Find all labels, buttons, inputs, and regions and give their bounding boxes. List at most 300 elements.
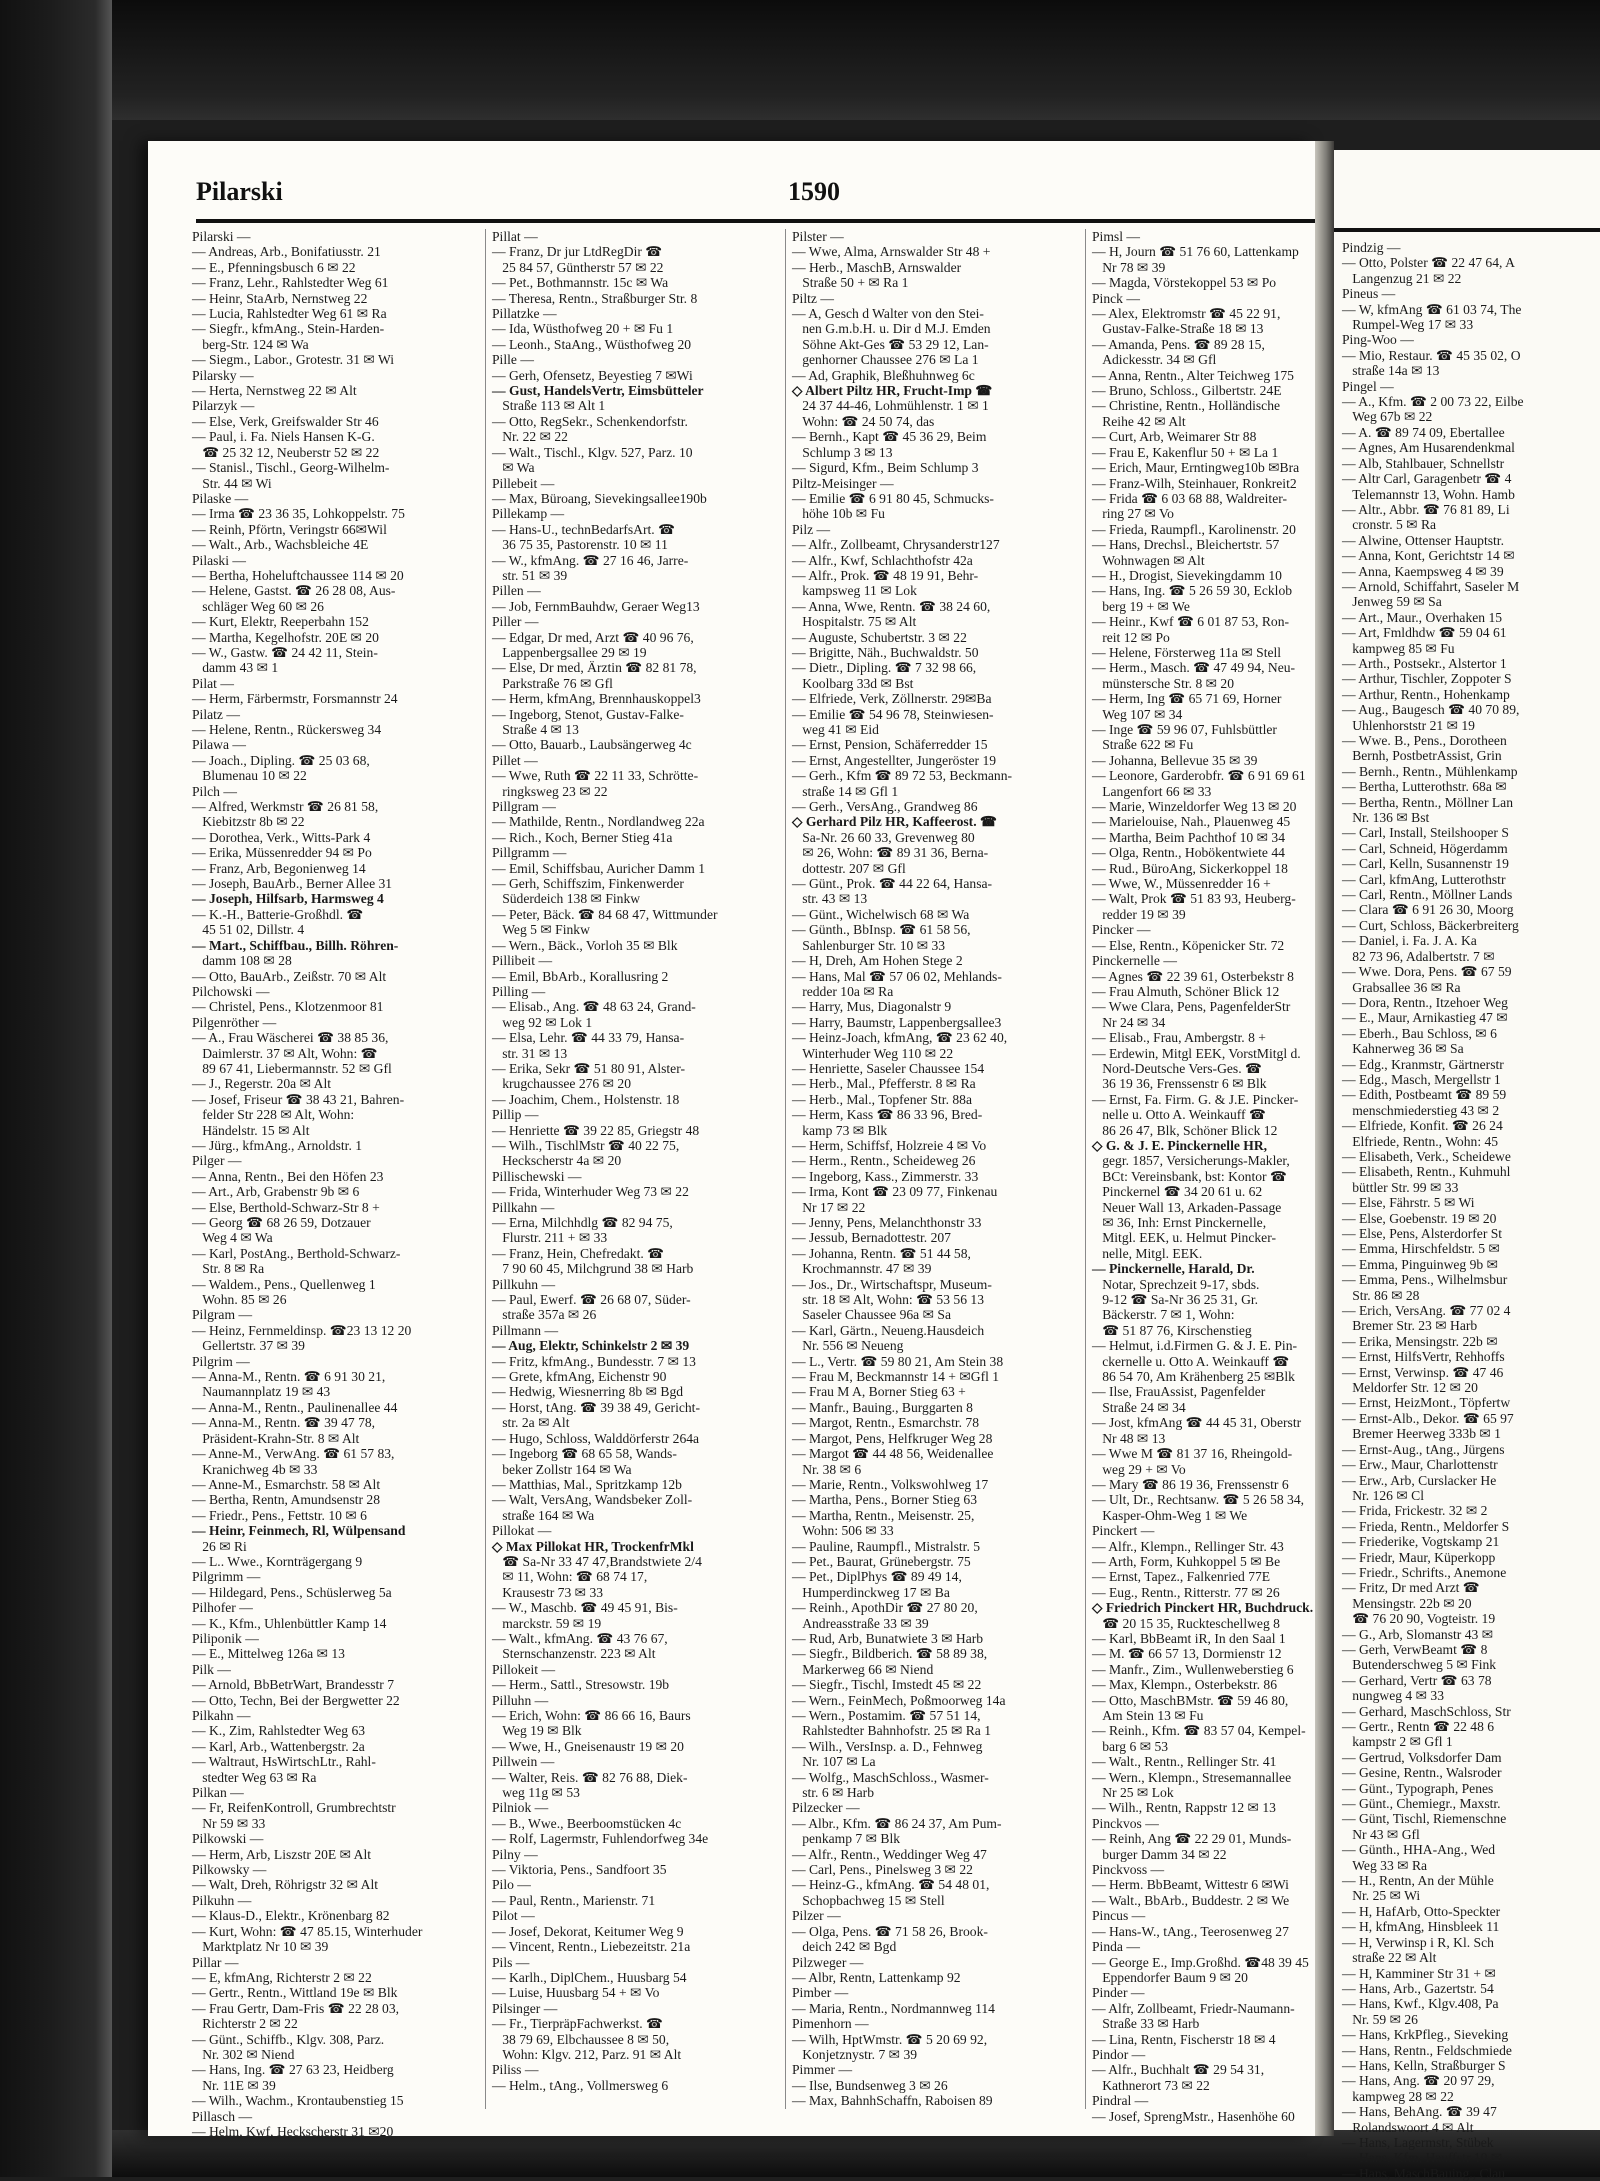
surname-heading: Pillgramm — [492,845,567,861]
surname-heading: Pillmann — [492,1322,559,1338]
directory-entry-line: Meldorfer Str. 12 ✉ 20 [1342,1380,1478,1396]
directory-entry-line: — Frau M A, Borner Stieg 63 + [792,1384,966,1400]
surname-heading: Pillgram — [492,799,556,815]
directory-entry-line: Mitgl. EEK, u. Helmut Pincker- [1092,1230,1276,1246]
directory-entry-line: — Anna-M., Rentn. ☎ 39 47 78, [192,1415,376,1431]
directory-entry-line: — Herm, Ing ☎ 65 71 69, Horner [1092,691,1282,707]
directory-entry-line: beker Zollstr 164 ✉ Wa [492,1461,632,1477]
directory-entry-line: — Herm, Färbermstr, Forsmannstr 24 [192,691,398,707]
directory-entry-line: — Hans, Kelln, Straßburger S [1342,2057,1506,2073]
directory-entry-line: — Herm, Schiffsf, Holzreie 4 ✉ Vo [792,1137,987,1153]
surname-heading: Pillebeit — [492,475,555,491]
directory-entry-line: — Wilh., Rentn, Rappstr 12 ✉ 13 [1092,1800,1276,1816]
directory-entry-line: — Eberh., Bau Schloss, ✉ 6 [1342,1025,1497,1041]
directory-entry-line: — Franz, Lehr., Rahlstedter Weg 61 [192,275,389,291]
directory-entry-line: — Siegfr., kfmAng., Stein-Harden- [192,321,385,337]
surname-heading: Pilarsky — [192,367,254,383]
directory-entry-line: — Wilh., TischlMstr ☎ 40 22 75, [492,1137,680,1153]
directory-entry-line: Händelstr. 15 ✉ Alt [192,1122,310,1138]
surname-heading: Pillokat — [492,1523,552,1539]
directory-entry-line: — E., Pfenningsbusch 6 ✉ 22 [192,259,356,275]
directory-entry-line: str. 31 ✉ 13 [492,1045,568,1061]
directory-entry-line: — Herta, Nernstweg 22 ✉ Alt [192,383,357,399]
surname-heading: Pillatzke — [492,306,557,322]
directory-entry-line: — L.. Wwe., Kornträgergang 9 [192,1553,363,1569]
directory-entry-line: Langenzug 21 ✉ 22 [1342,270,1462,286]
directory-entry-line: — Gerh., Kfm ☎ 89 72 53, Beckmann- [792,768,1013,784]
directory-entry-line: straße 357a ✉ 26 [492,1307,597,1323]
directory-entry-line: — Else, Fährstr. 5 ✉ Wi [1342,1195,1475,1211]
directory-entry-line: — Wwe, W., Müssenredder 16 + [1092,876,1271,892]
surname-heading: Pilzer — [792,1908,841,1924]
directory-entry-line: — Eug., Rentn., Ritterstr. 77 ✉ 26 [1092,1584,1280,1600]
directory-entry-line: — Margot ☎ 44 48 56, Weidenallee [792,1446,994,1462]
directory-entry-line: — Karl, Arb., Wattenbergstr. 2a [192,1738,365,1754]
directory-entry-line: — Marie, Rentn., Volkswohlweg 17 [792,1476,989,1492]
directory-entry-line: — Frau M, Beckmannstr 14 + ✉Gfl 1 [792,1369,1000,1385]
directory-entry-line: Weg 107 ✉ 34 [1092,706,1183,722]
page-gutter [1315,141,1334,2136]
directory-entry-line: 86 26 47, Blk, Schöner Blick 12 [1092,1122,1278,1138]
directory-entry-line: — Edith, Postbeamt ☎ 89 59 [1342,1087,1507,1103]
directory-entry-line: — A., Frau Wäscherei ☎ 38 85 36, [192,1030,389,1046]
directory-entry-line: — Emilie ☎ 6 91 80 45, Schmucks- [792,490,994,506]
directory-entry-line: — Leonh., StaAng., Wüsthofweg 20 [492,336,692,352]
directory-entry-line: — Günt., Schiffb., Klgv. 308, Parz. [192,2031,385,2047]
directory-entry-line: kampweg 85 ✉ Fu [1342,640,1455,656]
directory-entry-line: — Jessub, Bernadottestr. 207 [792,1230,951,1246]
directory-entry-line: Nr. 22 ✉ 22 [492,429,568,445]
directory-entry-line: — Paul, Ewerf. ☎ 26 68 07, Süder- [492,1292,691,1308]
directory-entry-line: — Elisabeth, Rentn., Kuhmuhl [1342,1164,1511,1180]
directory-entry-line: — H, Kamminer Str 31 + ✉ [1342,1965,1496,1981]
directory-entry-line: Kiebitzstr 8b ✉ 22 [192,814,305,830]
directory-entry-line: — Karlh., DiplChem., Huusbarg 54 [492,1969,687,1985]
directory-entry-line: — Hildegard, Pens., Schüslerweg 5a [192,1584,392,1600]
directory-entry-line: — Inge ☎ 59 96 07, Fuhlsbüttler [1092,722,1277,737]
surname-heading: Pilkowsky — [192,1862,267,1878]
directory-entry-line: — Wwe M ☎ 81 37 16, Rheingold- [1092,1446,1293,1462]
directory-column-1 [192,229,479,2139]
surname-heading: Pilzecker — [792,1800,860,1816]
directory-entry-line: — Emil, BbArb., Korallusring 2 [492,968,669,984]
directory-entry-line: gegr. 1857, Versicherungs-Makler, [1092,1153,1290,1169]
directory-entry-line: — Albr, Rentn, Lattenkamp 92 [792,1969,961,1985]
directory-entry-line: — Altr., Abbr. ☎ 76 81 89, Li [1342,501,1510,517]
directory-entry-line: — Alfr., Rentn., Weddinger Weg 47 [792,1846,987,1862]
directory-entry-line: Markerweg 66 ✉ Niend [792,1661,934,1677]
surname-heading: Pimenhorn — [792,2016,869,2032]
directory-entry-line: — Frida, Winterhuder Weg 73 ✉ 22 [492,1184,689,1200]
directory-entry-line: Blumenau 10 ✉ 22 [192,768,307,784]
directory-entry-line: Kahnerweg 36 ✉ Sa [1342,1041,1464,1057]
directory-entry-line: — Hans, Ing. ☎ 5 26 59 30, Ecklob [1092,583,1293,599]
directory-entry-line: — Bertha, Rentn., Möllner Lan [1342,794,1514,810]
directory-entry-line: — Karl, BbBeamt iR, In den Saal 1 [1092,1630,1286,1646]
directory-entry-line: — Else, Verk, Greifswalder Str 46 [192,413,379,429]
directory-entry-line: — Alfr., Kwf, Schlachthofstr 42a [792,552,973,568]
directory-entry-line: — Gust, HandelsVertr, Eimsbütteler [492,383,704,399]
directory-entry-line: — Rich., Koch, Berner Stieg 41a [492,829,673,845]
directory-entry-line: Krochmannstr. 47 ✉ 39 [792,1261,932,1277]
surname-heading: Pilot — [492,1908,535,1924]
directory-entry-line: — Wwe Clara, Pens, PagenfelderStr [1092,999,1291,1015]
directory-entry-line: ckernelle u. Otto A. Weinkauff ☎ [1092,1353,1290,1369]
directory-entry-line: — Manfr., Zim., Wullenweberstieg 6 [1092,1661,1294,1677]
directory-entry-line: straße 22 ✉ Alt [1342,1950,1437,1966]
directory-entry-line: — Carl, Rentn., Möllner Lands [1342,887,1513,903]
surname-heading: Pillip — [492,1107,539,1123]
directory-column-4 [1092,229,1314,2124]
directory-entry-line: — Dietr., Dipling. ☎ 7 32 98 66, [792,660,977,676]
directory-entry-line: — Frida ☎ 6 03 68 88, Waldreiter- [1092,490,1288,506]
directory-entry-line: — Karl, Gärtn., Neueng.Hausdeich [792,1322,985,1338]
directory-entry-line: — W., Maschb. ☎ 49 45 91, Bis- [492,1600,678,1616]
directory-entry-line: nelle u. Otto A. Weinkauff ☎ [1092,1107,1266,1123]
directory-entry-line: Naumannplatz 19 ✉ 43 [192,1384,331,1400]
surname-heading: Pimber — [792,1985,849,2001]
directory-entry-line: — Amanda, Pens. ☎ 89 28 15, [1092,336,1265,352]
directory-entry-line: — Gertr., Rentn ☎ 22 48 6 [1342,1719,1495,1734]
directory-entry-line: — Carl, kfmAng, Lutterothstr [1342,871,1506,887]
directory-entry-line: — Art., Maur., Overhaken 15 [1342,609,1503,625]
surname-heading: Pilny — [492,1846,538,1862]
directory-entry-line: — Aug, Elektr, Schinkelstr 2 ✉ 39 [492,1338,690,1354]
directory-entry-line: — Emma, Pens., Wilhelmsbur [1342,1272,1508,1288]
directory-entry-line: genhorner Chaussee 276 ✉ La 1 [792,352,979,368]
directory-entry-line: Gustav-Falke-Straße 18 ✉ 13 [1092,321,1264,337]
directory-entry-line: — Paul, Rentn., Marienstr. 71 [492,1892,656,1908]
directory-entry-line: — Erw., Maur, Charlottenstr [1342,1457,1498,1473]
directory-entry-line: — Rolf, Lagermstr, Fuhlendorfweg 34e [492,1831,709,1847]
directory-entry-line: Kathnerort 73 ✉ 22 [1092,2077,1210,2093]
directory-entry-line: — Walt, VersAng, Wandsbeker Zoll- [492,1492,693,1508]
directory-entry-line: — Ernst, HilfsVertr, Rehhoffs [1342,1349,1505,1365]
surname-heading: Pilling — [492,983,546,999]
directory-entry-line: Sternschanzenstr. 223 ✉ Alt [492,1646,656,1662]
directory-entry-line: kampstr 2 ✉ Gfl 1 [1342,1734,1453,1750]
directory-entry-line: — Walt, Dreh, Röhrigstr 32 ✉ Alt [192,1877,378,1893]
directory-entry-line: — Franz, Hein, Chefredakt. ☎ [492,1245,665,1261]
directory-entry-line: — Emma, Hirschfeldstr. 5 ✉ [1342,1241,1500,1257]
directory-entry-line: krugchaussee 276 ✉ 20 [492,1076,631,1092]
directory-entry-line: Saseler Chaussee 96a ✉ Sa [792,1307,951,1323]
directory-entry-line: Andreasstraße 33 ✉ 39 [792,1615,929,1631]
directory-entry-line: — E, kfmAng, Richterstr 2 ✉ 22 [192,1969,372,1985]
directory-entry-line: — Albr., Kfm. ☎ 86 24 37, Am Pum- [792,1815,1002,1831]
directory-entry-line: Kasper-Ohm-Weg 1 ✉ We [1092,1507,1248,1523]
directory-entry-line: Hospitalstr. 75 ✉ Alt [792,614,917,630]
directory-entry-line: — Theresa, Rentn., Straßburger Str. 8 [492,290,698,306]
surname-heading: Pils — [492,1954,530,1970]
directory-entry-line: Straße 50 + ✉ Ra 1 [792,275,909,291]
directory-entry-line: — Franz-Wilh, Steinhauer, Ronkreit2 [1092,475,1297,491]
directory-entry-line: — W., Gastw. ☎ 24 42 11, Stein- [192,644,378,660]
directory-entry-line: — Daniel, i. Fa. J. A. Ka [1342,933,1477,949]
directory-entry-line: ☎ 20 15 35, Ruckteschellweg 8 [1092,1615,1280,1631]
directory-entry-line: — Frieda, Raumpfl., Karolinenstr. 20 [1092,521,1296,537]
directory-entry-line: — Erw., Arb, Curslacker He [1342,1472,1497,1488]
directory-entry-line: — Hugo, Schloss, Walddörferstr 264a [492,1430,700,1446]
directory-entry-line: — Otto, Bauarb., Laubsängerweg 4c [492,737,692,753]
surname-heading: Piliponik — [192,1630,259,1646]
directory-entry-line: Bäckerstr. 7 ✉ 1, Wohn: [1092,1307,1235,1323]
directory-entry-line: damm 108 ✉ 28 [192,953,292,969]
surname-heading: Pilk — [192,1661,231,1677]
surname-heading: Pillar — [192,1954,239,1970]
surname-heading: Pillekamp — [492,506,565,522]
directory-entry-line: redder 10a ✉ Ra [792,983,894,999]
surname-heading: Pilo — [492,1877,531,1893]
directory-entry-line: Eppendorfer Baum 9 ✉ 20 [1092,1969,1248,1985]
directory-entry-line: — Helmut, i.d.Firmen G. & J. E. Pin- [1092,1338,1298,1354]
directory-entry-line: — Rud, Arb, Bunatwiete 3 ✉ Harb [792,1630,984,1646]
directory-entry-line: — Vincent, Rentn., Liebezeitstr. 21a [492,1939,691,1955]
directory-entry-line: Flurstr. 211 + ✉ 33 [492,1230,608,1246]
directory-entry-line: — H, Journ ☎ 51 76 60, Lattenkamp [1092,244,1299,260]
directory-entry-line: — L., Vertr. ☎ 59 80 21, Am Stein 38 [792,1353,1004,1369]
directory-entry-line: — Ernst-Aug., tAng., Jürgens [1342,1441,1505,1457]
directory-entry-line: berg-Str. 124 ✉ Wa [192,336,309,352]
directory-entry-line: Wohn. 85 ✉ 26 [192,1292,287,1308]
directory-entry-line: — Ult, Dr., Rechtsanw. ☎ 5 26 58 34, [1092,1492,1305,1508]
directory-entry-line: — Herb., Mal., Topfener Str. 88a [792,1091,973,1107]
book-spine-shadow [0,0,112,2177]
directory-entry-line: Nr. 126 ✉ Cl [1342,1487,1425,1503]
directory-entry-line: — Pauline, Raumpfl., Mistralstr. 5 [792,1538,981,1554]
directory-entry-line: — Herm, Kass ☎ 86 33 96, Bred- [792,1107,983,1123]
directory-entry-line: Neuer Wall 13, Arkaden-Passage [1092,1199,1282,1215]
surname-heading: Ping-Woo — [1342,332,1414,348]
surname-heading: Pilger — [192,1153,242,1169]
directory-entry-line: — Olga, Pens. ☎ 71 58 26, Brook- [792,1923,988,1939]
directory-entry-line: — Martha, Rentn., Meisenstr. 25, [792,1507,975,1523]
surname-heading: Pilgrim — [192,1353,250,1369]
directory-entry-line: ☎ 76 20 90, Vogteistr. 19 [1342,1611,1496,1627]
directory-entry-line: — B., Wwe., Beerboomstücken 4c [492,1815,682,1831]
directory-entry-line: — Edg., Kranmstr, Gärtnerstr [1342,1056,1504,1072]
directory-entry-line: — Martha, Pens., Borner Stieg 63 [792,1492,978,1508]
directory-entry-line: — Ernst, Angestellter, Jungeröster 19 [792,752,997,768]
directory-entry-line: 26 ✉ Ri [192,1538,247,1554]
directory-entry-line: — Anna-M., Rentn., Paulinenallee 44 [192,1399,398,1415]
directory-entry-line: — Rud., BüroAng, Sickerkoppel 18 [1092,860,1288,876]
directory-entry-line: — H., Rentn, An der Mühle [1342,1873,1494,1889]
directory-entry-line: 82 73 96, Adalbertstr. 7 ✉ [1342,948,1495,964]
directory-entry-line: — Emma, Pinguinweg 9b ✉ [1342,1256,1499,1272]
directory-entry-line: 9-12 ☎ Sa-Nr 36 25 31, Gr. [1092,1292,1259,1308]
directory-entry-line: Weg 5 ✉ Finkw [492,922,590,938]
directory-entry-line: — Herm., Sattl., Stresowstr. 19b [492,1677,670,1693]
directory-entry-line: — Wwe. B., Pens., Dorotheen [1342,733,1507,748]
directory-entry-line: Sa-Nr. 26 60 33, Grevenweg 80 [792,829,975,845]
directory-entry-line: — Erdewin, Mitgl EEK, VorstMitgl d. [1092,1045,1301,1061]
directory-entry-line: — Else, Dr med, Ärztin ☎ 82 81 78, [492,660,697,676]
directory-entry-line: — Hedwig, Wiesnerring 8b ✉ Bgd [492,1384,684,1400]
directory-entry-line: Uhlenhorststr 21 ✉ 19 [1342,717,1475,733]
directory-entry-line: Parkstraße 76 ✉ Gfl [492,675,613,691]
directory-entry-line: — Siegm., Labor., Grotestr. 31 ✉ Wi [192,352,395,368]
directory-entry-line: — Waltraut, HsWirtschLtr., Rahl- [192,1754,376,1770]
directory-entry-line: — Otto, RegSekr., Schenkendorfstr. [492,413,688,429]
directory-entry-line: Reihe 42 ✉ Alt [1092,413,1186,429]
directory-entry-line: — Mary ☎ 86 19 36, Frenssenstr 6 [1092,1476,1289,1492]
directory-entry-line: — Erich, Wohn: ☎ 86 66 16, Baurs [492,1708,691,1723]
directory-entry-line: — Gertrud, Volksdorfer Dam [1342,1749,1502,1765]
directory-entry-line: — Wern., FeinMech, Poßmoorweg 14a [792,1692,1006,1708]
directory-entry-line: — Frieda, Rentn., Meldorfer S [1342,1518,1510,1534]
directory-entry-line: Pinckernel ☎ 34 20 61 u. 62 [1092,1184,1263,1200]
directory-entry-line: — Max, Klempn., Osterbekstr. 86 [1092,1677,1278,1693]
directory-entry-line: — Georg ☎ 68 26 59, Dotzauer [192,1215,371,1230]
directory-entry-line: Rahlstedter Bahnhofstr. 25 ✉ Ra 1 [792,1723,992,1739]
directory-entry-line: — Franz, Arb, Begonienweg 14 [192,860,366,876]
surname-heading: Piltz — [792,290,834,306]
directory-entry-line: — Ilse, FrauAssist, Pagenfelder [1092,1384,1266,1400]
directory-entry-line: — Horst, tAng. ☎ 39 38 49, Gericht- [492,1399,700,1415]
directory-entry-line: — Carl, Kelln, Susannenstr 19 [1342,856,1509,872]
surname-heading: Pindzig — [1342,240,1401,255]
surname-heading: Pilatz — [192,706,240,722]
directory-entry-line: Nr 48 ✉ 13 [1092,1430,1166,1446]
directory-entry-line: ✉ 11, Wohn: ☎ 68 74 17, [492,1569,648,1585]
directory-entry-line: — Günth., BbInsp. ☎ 61 58 56, [792,922,971,938]
surname-heading: Pinckert — [1092,1523,1155,1539]
directory-entry-line: — Joseph, BauArb., Berner Allee 31 [192,876,393,892]
directory-entry-line: — Fr, ReifenKontroll, Grumbrechtstr [192,1800,396,1816]
directory-entry-line: BCt: Vereinsbank, bst: Kontor ☎ [1092,1168,1287,1184]
directory-entry-line: — Hans, Arb., Gazertstr. 54 [1342,1980,1494,1996]
directory-entry-line: Nr. 11E ✉ 39 [192,2077,276,2093]
directory-entry-line: kampweg 28 ✉ 22 [1342,2088,1454,2104]
directory-entry-line: Nr. 38 ✉ 6 [792,1461,862,1477]
directory-entry-line: — Else, Pens, Alsterdorfer St [1342,1226,1503,1241]
directory-entry-line: Söhne Akt-Ges ☎ 53 29 12, Lan- [792,336,989,352]
directory-entry-line: — Waldem., Pens., Quellenweg 1 [192,1276,376,1292]
directory-entry-line: — A, Gesch d Walter von den Stei- [792,306,984,322]
directory-entry-line: schläger Weg 60 ✉ 26 [192,598,324,614]
directory-entry-line: — Emilie ☎ 54 96 78, Steinwiesen- [792,706,994,722]
directory-entry-line: — Aug., Baugesch ☎ 40 70 89, [1342,702,1520,718]
directory-entry-line: — Ingeborg ☎ 68 65 58, Wands- [492,1446,677,1462]
directory-entry-line: — Wwe, Ruth ☎ 22 11 33, Schrötte- [492,768,699,784]
directory-entry-line: — Heinr, Feinmech, Rl, Wülpensand [192,1523,406,1539]
surname-heading: Pilgram — [192,1307,253,1323]
surname-heading: Pimmer — [792,2062,853,2078]
directory-entry-line: — Hans-U., technBedarfsArt. ☎ [492,521,676,537]
surname-heading: Pillasch — [192,2108,253,2124]
directory-entry-line: — Ernst, Verwinsp. ☎ 47 46 [1342,1364,1504,1380]
surname-heading: Pineus — [1342,286,1396,302]
directory-entry-line: — Otto, Polster ☎ 22 47 64, A [1342,255,1515,271]
directory-entry-line: — Hans, Kwf., Klgv.408, Pa [1342,1996,1499,2012]
directory-entry-line: Telemannstr 13, Wohn. Hamb [1342,486,1515,502]
surname-heading: Pillat — [492,229,538,244]
directory-entry-line: — Gesine, Rentn., Walsroder [1342,1765,1502,1781]
directory-entry-line: — Hans, Rentn., Feldschmiede [1342,2042,1512,2058]
directory-page [148,141,1315,2139]
directory-entry-line: — Herm, Arb, Liszstr 20E ✉ Alt [192,1846,372,1862]
surname-heading: Pinckvos — [1092,1815,1159,1831]
directory-entry-line: Notar, Sprechzeit 9-17, sbds. [1092,1276,1260,1292]
directory-entry-line: weg 92 ✉ Lok 1 [492,1014,593,1030]
directory-entry-line: — Edg., Masch, Mergellstr 1 [1342,1071,1501,1087]
directory-entry-line: Kranichweg 4b ✉ 33 [192,1461,318,1477]
directory-entry-line: — Günt, Tischl, Riemenschne [1342,1811,1507,1827]
directory-entry-line: — Günt., Chemiegr., Maxstr. [1342,1796,1501,1812]
directory-entry-line: — Pet., DiplPhys ☎ 89 49 14, [792,1569,962,1585]
directory-entry-line: — Pinckernelle, Harald, Dr. [1092,1261,1255,1277]
surname-heading: Pilz — [792,521,831,537]
directory-entry-line: — Anna, Kaempsweg 4 ✉ 39 [1342,563,1504,579]
directory-entry-line: redder 19 ✉ 39 [1092,906,1186,922]
directory-entry-line: — Dorothea, Verk., Witts-Park 4 [192,829,371,845]
directory-entry-line: ◇ Friedrich Pinckert HR, Buchdruck. [1092,1600,1314,1616]
directory-entry-line: Heckscherstr 4a ✉ 20 [492,1153,622,1169]
directory-entry-line: penkamp 7 ✉ Blk [792,1831,901,1847]
surname-heading: Pilarzyk — [192,398,255,414]
directory-entry-line: Sahlenburger Str. 10 ✉ 33 [792,937,946,953]
directory-entry-line: — Anne-M., VerwAng. ☎ 61 57 83, [192,1446,395,1462]
directory-entry-line: — Alfr., Klempn., Rellinger Str. 43 [1092,1538,1284,1554]
directory-entry-line: — Herm., Masch. ☎ 47 49 94, Neu- [1092,660,1296,676]
directory-entry-line: — Paul, i. Fa. Niels Hansen K-G. [192,429,375,445]
directory-entry-line: — Günt., Wichelwisch 68 ✉ Wa [792,906,970,922]
surname-heading: Pimsl — [1092,229,1140,244]
directory-entry-line: — Elfriede, Konfit. ☎ 26 24 [1342,1118,1503,1134]
directory-entry-line: Butenderschweg 5 ✉ Fink [1342,1657,1497,1673]
directory-entry-line: weg 29 + ✉ Vo [1092,1461,1186,1477]
directory-entry-line: — Herm. BbBeamt, Wittestr 6 ✉Wi [1092,1877,1289,1893]
directory-entry-line: — Alfred, Werkmstr ☎ 26 81 58, [192,799,379,815]
surname-heading: Piller — [492,614,539,630]
directory-entry-line: höhe 10b ✉ Fu [792,506,885,522]
directory-entry-line: — Erna, Milchhdlg ☎ 82 94 75, [492,1215,673,1230]
directory-entry-line: ✉ 26, Wohn: ☎ 89 31 36, Berna- [792,845,989,861]
directory-entry-line: — Magda, Vörstekoppel 53 ✉ Po [1092,275,1277,291]
directory-entry-line: Str. 8 ✉ Ra [192,1261,265,1277]
directory-entry-line: ☎ Sa-Nr 33 47 47,Brandstwiete 2/4 [492,1553,702,1569]
directory-entry-line: — Viktoria, Pens., Sandfoort 35 [492,1862,667,1878]
directory-entry-line: — Arthur, Tischler, Zoppoter S [1342,671,1512,687]
directory-entry-line: — Herm., Rentn., Scheideweg 26 [792,1153,976,1169]
directory-entry-line: menschmiederstieg 43 ✉ 2 [1342,1102,1500,1118]
directory-entry-line: — Carl, Schneid, Högerdamm [1342,840,1508,856]
directory-entry-line: — Herb., MaschB, Arnswalder [792,259,962,275]
directory-entry-line: Str. 44 ✉ Wi [192,475,272,491]
directory-entry-line: — Johanna, Bellevue 35 ✉ 39 [1092,752,1258,768]
directory-entry-line: — K., Kfm., Uhlenbüttler Kamp 14 [192,1615,387,1631]
directory-entry-line: Nr. 59 ✉ 26 [1342,2011,1418,2027]
directory-entry-line: str. 6 ✉ Harb [792,1785,874,1801]
directory-entry-line: — Joachim, Chem., Holstenstr. 18 [492,1091,680,1107]
surname-heading: Pillen — [492,583,541,599]
directory-entry-line: — Gertr., Rentn., Wittland 19e ✉ Blk [192,1985,398,2001]
directory-entry-line: — Alfr, Zollbeamt, Friedr-Naumann- [1092,2000,1295,2016]
directory-entry-line: Richterstr 2 ✉ 22 [192,2016,298,2032]
directory-entry-line: — Ingeborg, Kass., Zimmerstr. 33 [792,1168,979,1184]
directory-entry-line: Winterhuder Weg 110 ✉ 22 [792,1045,954,1061]
directory-entry-line: — Curt, Arb, Weimarer Str 88 [1092,429,1257,445]
directory-entry-line: — Walt., BbArb., Buddestr. 2 ✉ We [1092,1892,1290,1908]
directory-entry-line: büttler Str. 99 ✉ 33 [1342,1179,1459,1195]
directory-entry-line: — Joach., Dipling. ☎ 25 03 68, [192,752,370,768]
directory-entry-line: — Frau Almuth, Schöner Blick 12 [1092,983,1280,999]
surname-heading: Pinck — [1092,290,1140,306]
directory-entry-line: 36 19 36, Frenssenstr 6 ✉ Blk [1092,1076,1267,1092]
directory-entry-line: — Else, Goebenstr. 19 ✉ 20 [1342,1210,1497,1226]
directory-entry-line: — Friederike, Vogtskamp 21 [1342,1534,1500,1550]
